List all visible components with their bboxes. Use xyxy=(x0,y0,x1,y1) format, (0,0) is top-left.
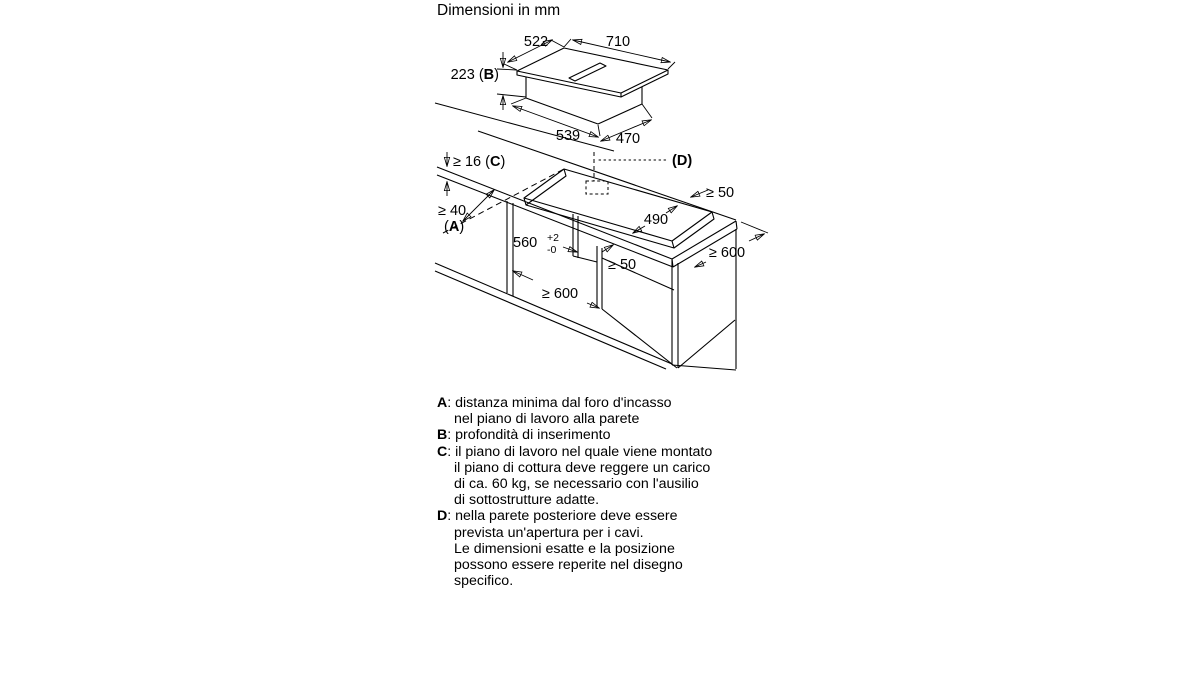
dim-top-depth: 522 xyxy=(523,34,549,50)
vent-slot xyxy=(569,63,606,81)
page-title: Dimensioni in mm xyxy=(437,2,561,19)
dim-wall-distance: ≥ 40 xyxy=(438,203,467,219)
legend-text: il piano di lavoro nel quale viene montato xyxy=(455,443,713,460)
legend-key: C xyxy=(437,443,448,460)
legend-text: prevista un'apertura per i cavi. xyxy=(454,524,644,541)
legend-text: profondità di inserimento xyxy=(455,427,611,444)
hob-outline xyxy=(517,48,668,124)
dim-niche-width: ≥ 600 xyxy=(541,286,579,302)
legend-entry-A: A: distanza minima dal foro d'incasso nel piano di lavoro alla parete xyxy=(437,395,767,427)
legend-text: specifico. xyxy=(454,573,514,590)
legend-text: nella parete posteriore deve essere xyxy=(455,508,678,525)
legend-key: B xyxy=(437,427,448,444)
worktop-outline xyxy=(437,131,737,267)
cabinet-outline xyxy=(435,201,736,370)
dim-worktop-thickness: ≥ 16 (C) xyxy=(453,154,506,170)
dim-insert-depth: 223 (B) xyxy=(450,67,499,83)
legend-entry-B: B: profondità di inserimento xyxy=(437,427,611,444)
dim-bottom-width: 539 xyxy=(555,128,581,144)
dim-bottom-depth: 470 xyxy=(615,131,641,147)
dim-cutout-width-tol-minus: -0 xyxy=(547,244,557,256)
dim-top-width: 710 xyxy=(605,34,631,50)
legend-key: D xyxy=(437,508,448,525)
legend xyxy=(437,395,767,589)
dim-cutout-width: 560 xyxy=(513,235,538,251)
dim-wall-distance-ref: (A) xyxy=(444,219,465,235)
dim-cutout-width-tol-plus: +2 xyxy=(547,232,559,244)
dim-below-clearance: ≥ 50 xyxy=(608,257,637,273)
dim-side-clearance: ≥ 50 xyxy=(706,185,735,201)
legend-text: distanza minima dal foro d'incasso xyxy=(455,395,672,411)
dim-cutout-depth: 490 xyxy=(643,212,669,228)
legend-text: di ca. 60 kg, se necessario con l'ausilio xyxy=(454,476,699,493)
legend-entry-C: C: il piano di lavoro nel quale viene montato il piano di cottura deve reggere un carico di ca. 60 kg, se necessario con l'ausilio di sottostrutture adatte. xyxy=(437,444,767,509)
legend-text: nel piano di lavoro alla parete xyxy=(454,411,640,428)
dim-cable-outlet-ref: (D) xyxy=(672,153,693,169)
legend-text: possono essere reperite nel disegno xyxy=(454,557,683,574)
legend-text: Le dimensioni esatte e la posizione xyxy=(454,540,675,557)
cable-aperture xyxy=(586,152,666,194)
legend-text: di sottostrutture adatte. xyxy=(454,492,600,509)
legend-entry-D: D: nella parete posteriore deve essere prevista un'apertura per i cavi. Le dimensioni esatte e la posizione possono essere reperite nel disegno specifico. xyxy=(437,508,767,589)
legend-text: il piano di cottura deve reggere un carico xyxy=(454,459,711,476)
legend-key: A xyxy=(437,395,448,411)
dim-worktop-depth: ≥ 600 xyxy=(708,245,746,261)
